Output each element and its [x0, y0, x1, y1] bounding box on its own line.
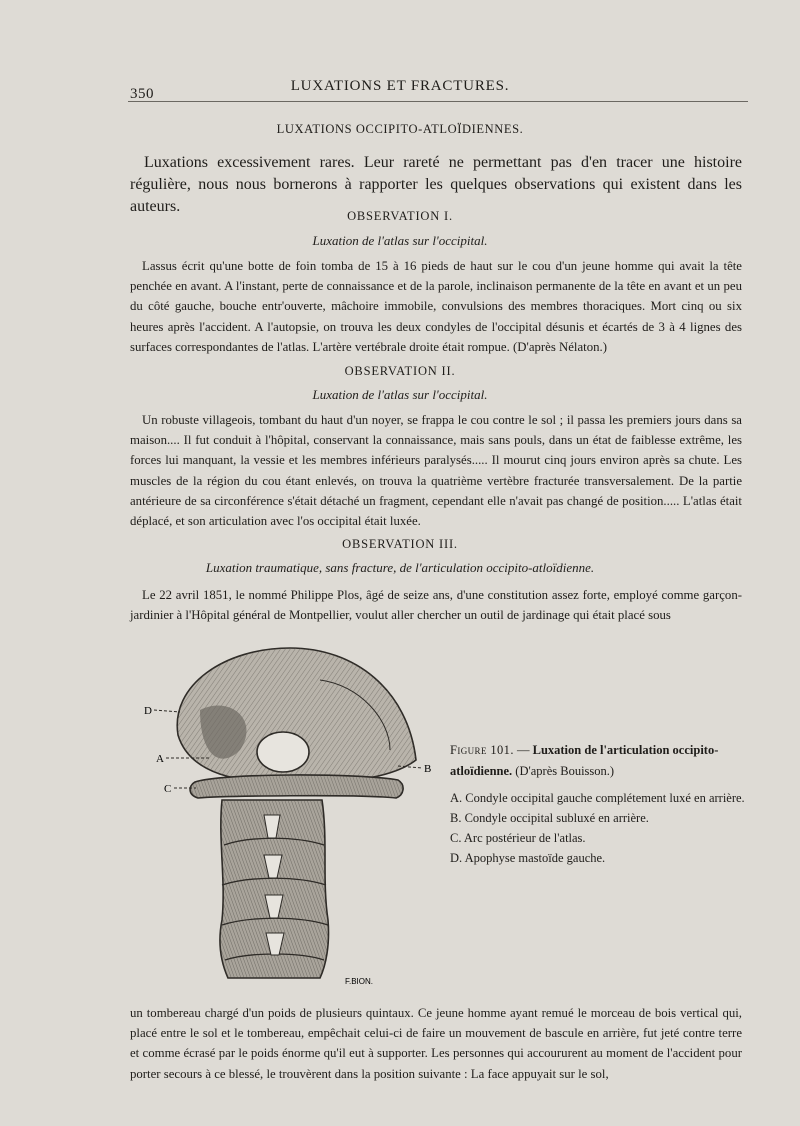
observation-2-subtitle: Luxation de l'atlas sur l'occipital. — [312, 387, 488, 402]
section-title: LUXATIONS OCCIPITO-ATLOÏDIENNES. — [276, 122, 524, 136]
observation-1-heading: OBSERVATION I. — [347, 209, 453, 223]
observation-2-heading: OBSERVATION II. — [344, 364, 456, 378]
observation-1-subtitle: Luxation de l'atlas sur l'occipital. — [312, 233, 488, 248]
engraver-signature: F.BION. — [345, 977, 374, 986]
foramen-magnum — [257, 732, 309, 772]
observation-3-subtitle: Luxation traumatique, sans fracture, de l'articulation occipito-atloïdienne. — [205, 560, 595, 575]
figure-caption — [450, 740, 750, 868]
label-a: A — [156, 753, 164, 765]
legend-item: A. Condyle occipital gauche complétement luxé en arrière. — [450, 791, 745, 805]
caption-dash: — — [513, 743, 533, 757]
label-c: C — [164, 783, 172, 795]
figure-number: Figure 101. — [450, 743, 514, 757]
label-d: D — [144, 705, 152, 717]
spine-engraving — [140, 640, 440, 990]
figure-source: (D'après Bouisson.) — [512, 764, 615, 778]
figure-legend — [450, 788, 750, 868]
figure-title: Luxation de l'articulation occipito-atloïdienne. — [450, 743, 719, 778]
header-rule — [128, 101, 748, 102]
observation-2-text: Un robuste villageois, tombant du haut d'un noyer, se frappa le cou contre le sol ; il passa les premiers jours dans sa maison.... Il fut conduit à l'hôpital, conservant la connaissance, mais sans pouls, dans un état de faiblesse extrême, les forces lui manquant, la vessie et les membres inférieurs paralysés..... Il mourut cinq jours environ après sa chute. Les muscles de la région du cou étant enlevés, on trouva la quatrième vertèbre fracturée transversalement. De la partie antérieure de sa circonférence s'était détaché un fragment, cependant elle n'avait pas changé de position..... L'atlas était déplacé, et son articulation avec l'os occipital était luxée. — [130, 413, 742, 529]
observation-3-heading: OBSERVATION III. — [342, 537, 458, 551]
legend-item: C. Arc postérieur de l'atlas. — [450, 831, 586, 845]
running-head: LUXATIONS ET FRACTURES. — [290, 78, 510, 94]
observation-1-text: Lassus écrit qu'une botte de foin tomba de 15 à 16 pieds de haut sur le cou d'un jeune homme qui avait la tête penchée en avant. A l'instant, perte de connaissance et de la parole, inclinaison permanente de la tête en avant et un peu du côté gauche, bouche entr'ouverte, mâchoire immobile, convulsions des membres thoraciques. Mort cinq ou six heures après l'accident. A l'autopsie, on trouva les deux condyles de l'occipital désunis et écartés de 3 à 4 lignes des surfaces correspondantes de l'atlas. L'artère vertébrale droite était rompue. (D'après Nélaton.) — [130, 259, 742, 354]
continuation-paragraph: un tombereau chargé d'un poids de plusieurs quintaux. Ce jeune homme ayant remué le morceau de bois vertical qui, placé entre le sol et le tombereau, empêchait celui-ci de faire un mouvement de bascule en arrière, fut jeté contre terre et comme écrasé par le poids énorme qu'il eut à supporter. Les personnes qui accoururent au moment de l'accident pour porter secours à ce blessé, le trouvèrent dans la position suivante : La face appuyait sur le sol, — [130, 1006, 742, 1081]
legend-item: D. Apophyse mastoïde gauche. — [450, 851, 606, 865]
legend-item: B. Condyle occipital subluxé en arrière. — [450, 811, 649, 825]
observation-3-text: Le 22 avril 1851, le nommé Philippe Plos, âgé de seize ans, d'une constitution assez forte, employé comme garçon-jardinier à l'Hôpital général de Montpellier, voulut aller chercher un outil de jardinage qui était placé sous — [130, 588, 742, 623]
intro-paragraph: Luxations excessivement rares. Leur rareté ne permettant pas d'en tracer une histoire régulière, nous nous bornerons à rapporter les quelques observations qui existent dans les auteurs. — [130, 154, 742, 215]
label-b: B — [424, 763, 432, 775]
page-number: 350 — [130, 86, 154, 102]
